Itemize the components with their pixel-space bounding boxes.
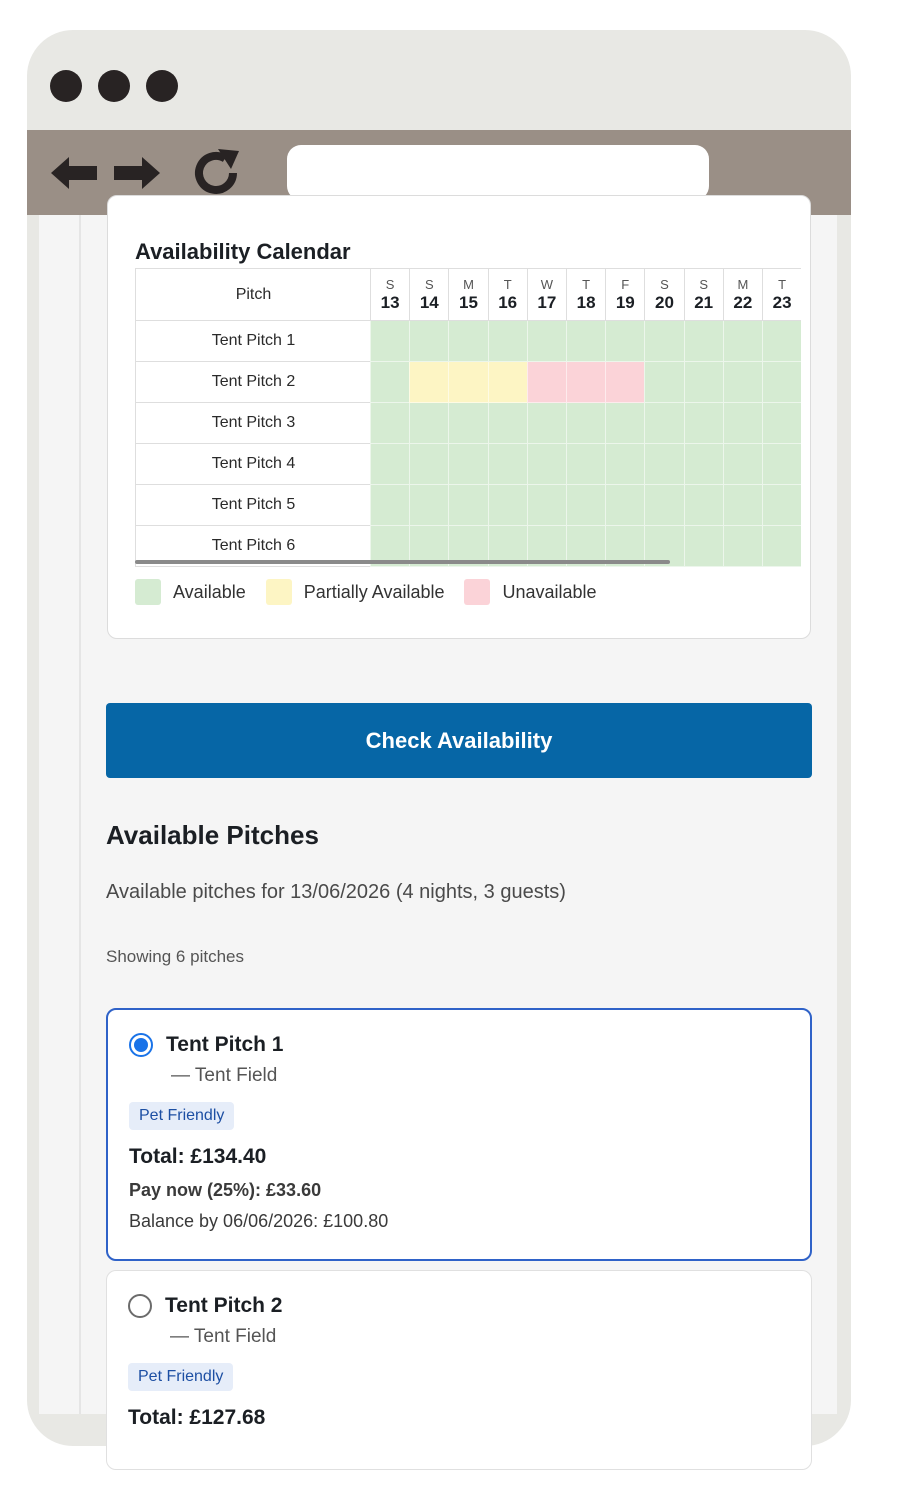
- pet-friendly-badge: Pet Friendly: [129, 1102, 234, 1130]
- calendar-cell-available[interactable]: [370, 485, 409, 526]
- calendar-cell-available[interactable]: [605, 444, 644, 485]
- calendar-cell-available[interactable]: [488, 444, 527, 485]
- day-letter: S: [699, 277, 709, 292]
- calendar-cell-partial[interactable]: [409, 362, 448, 403]
- window-controls: [50, 70, 178, 102]
- calendar-cell-available[interactable]: [644, 321, 683, 362]
- calendar-days-scroll[interactable]: [370, 268, 792, 564]
- page-divider: [79, 215, 81, 1414]
- maximize-dot-icon[interactable]: [146, 70, 178, 102]
- calendar-cell-available[interactable]: [762, 485, 801, 526]
- pitch-pay-now: Pay now (25%): £33.60: [129, 1180, 322, 1200]
- calendar-day-header: [762, 268, 801, 321]
- calendar-scrollbar[interactable]: [135, 560, 670, 564]
- legend-partial: [266, 579, 445, 605]
- pet-friendly-badge: Pet Friendly: [128, 1363, 233, 1391]
- day-number: 23: [772, 293, 792, 312]
- calendar-cell-available[interactable]: [566, 321, 605, 362]
- calendar-cell-available[interactable]: [370, 403, 409, 444]
- day-letter: T: [582, 277, 591, 292]
- calendar-cell-available[interactable]: [448, 321, 487, 362]
- pitch-row-label: Tent Pitch 1: [135, 321, 371, 362]
- calendar-cell-available[interactable]: [723, 444, 762, 485]
- calendar-day-header: [409, 268, 448, 321]
- calendar-cell-available[interactable]: [409, 485, 448, 526]
- calendar-cell-available[interactable]: [723, 403, 762, 444]
- calendar-cell-available[interactable]: [762, 321, 801, 362]
- calendar-cell-available[interactable]: [448, 403, 487, 444]
- pitch-radio[interactable]: [128, 1294, 152, 1318]
- day-number: 18: [576, 293, 596, 312]
- unavailable-swatch: [464, 579, 490, 605]
- calendar-cell-partial[interactable]: [448, 362, 487, 403]
- calendar-cell-available[interactable]: [605, 321, 644, 362]
- calendar-cell-available[interactable]: [684, 403, 723, 444]
- pitch-option-card[interactable]: [106, 1270, 812, 1470]
- calendar-cell-available[interactable]: [448, 485, 487, 526]
- pitch-count: Showing 6 pitches: [106, 947, 244, 966]
- calendar-cell-available[interactable]: [684, 485, 723, 526]
- calendar-cell-available[interactable]: [527, 403, 566, 444]
- calendar-day-header: [684, 268, 723, 321]
- pitch-row-label: Tent Pitch 5: [135, 485, 371, 526]
- day-letter: T: [503, 277, 512, 292]
- day-letter: W: [540, 277, 554, 292]
- availability-calendar-card: [107, 195, 811, 639]
- calendar-cell-available[interactable]: [644, 485, 683, 526]
- day-letter: S: [660, 277, 669, 292]
- pitch-zone: — Tent Field: [171, 1065, 278, 1086]
- legend-unavailable-label: Unavailable: [502, 581, 597, 602]
- calendar-cell-available[interactable]: [762, 403, 801, 444]
- day-letter: M: [463, 277, 474, 292]
- check-availability-button[interactable]: Check Availability: [106, 703, 812, 778]
- calendar-title: Availability Calendar: [135, 239, 351, 264]
- calendar-day-header: [605, 268, 644, 321]
- calendar-day-header: [644, 268, 683, 321]
- calendar-cell-unavailable[interactable]: [527, 362, 566, 403]
- calendar-cell-available[interactable]: [370, 321, 409, 362]
- calendar-cell-available[interactable]: [644, 444, 683, 485]
- pitch-row-label: Tent Pitch 4: [135, 444, 371, 485]
- calendar-day-header: [488, 268, 527, 321]
- day-letter: T: [778, 277, 787, 292]
- calendar-cell-available[interactable]: [409, 444, 448, 485]
- calendar-cell-available[interactable]: [723, 362, 762, 403]
- pitch-name: Tent Pitch 2: [165, 1294, 283, 1317]
- calendar-cell-available[interactable]: [644, 362, 683, 403]
- calendar-cell-available[interactable]: [488, 321, 527, 362]
- browser-window: [27, 30, 851, 1446]
- available-pitches-title: Available Pitches: [106, 820, 319, 850]
- day-number: 19: [615, 293, 635, 312]
- calendar-day-header: [370, 268, 409, 321]
- calendar-cell-available[interactable]: [684, 526, 723, 567]
- day-letter: S: [424, 277, 434, 292]
- back-arrow-icon[interactable]: [49, 130, 99, 215]
- calendar-grid: [135, 268, 792, 564]
- pitch-total: Total: £127.68: [128, 1406, 266, 1429]
- calendar-cell-available[interactable]: [409, 321, 448, 362]
- day-number: 20: [655, 293, 674, 312]
- day-number: 16: [498, 293, 518, 312]
- day-number: 21: [694, 293, 714, 312]
- calendar-cell-available[interactable]: [566, 403, 605, 444]
- pitch-zone: — Tent Field: [170, 1326, 277, 1347]
- pitch-row-label: Tent Pitch 3: [135, 403, 371, 444]
- day-number: 15: [459, 293, 478, 312]
- calendar-cell-available[interactable]: [409, 403, 448, 444]
- pitch-name: Tent Pitch 1: [166, 1033, 284, 1056]
- calendar-cell-available[interactable]: [370, 444, 409, 485]
- calendar-cell-available[interactable]: [370, 362, 409, 403]
- close-dot-icon[interactable]: [50, 70, 82, 102]
- calendar-cell-available[interactable]: [723, 485, 762, 526]
- day-number: 22: [733, 293, 753, 312]
- calendar-cell-unavailable[interactable]: [566, 362, 605, 403]
- calendar-cell-available[interactable]: [566, 485, 605, 526]
- calendar-day-header: [723, 268, 762, 321]
- address-bar[interactable]: [287, 145, 709, 200]
- day-letter: F: [621, 277, 630, 292]
- legend-partial-label: Partially Available: [303, 581, 445, 602]
- calendar-cell-available[interactable]: [605, 403, 644, 444]
- calendar-cell-available[interactable]: [605, 485, 644, 526]
- calendar-cell-available[interactable]: [527, 321, 566, 362]
- day-number: 13: [380, 293, 400, 312]
- calendar-cell-available[interactable]: [762, 526, 801, 567]
- calendar-day-header: [566, 268, 605, 321]
- calendar-cell-available[interactable]: [684, 321, 723, 362]
- day-number: 17: [537, 293, 557, 312]
- pitch-radio-selected[interactable]: [129, 1033, 153, 1057]
- partial-swatch: [266, 579, 292, 605]
- pitch-option-card[interactable]: [106, 1008, 812, 1261]
- calendar-legend: [135, 579, 617, 605]
- minimize-dot-icon[interactable]: [98, 70, 130, 102]
- legend-available-label: Available: [173, 581, 246, 602]
- calendar-cell-available[interactable]: [762, 362, 801, 403]
- page-viewport: [39, 215, 837, 1429]
- calendar-cell-available[interactable]: [762, 444, 801, 485]
- calendar-cell-available[interactable]: [684, 444, 723, 485]
- day-number: 14: [419, 293, 439, 312]
- pitch-row-label: Tent Pitch 6: [135, 526, 371, 567]
- available-swatch: [135, 579, 161, 605]
- calendar-cell-available[interactable]: [684, 362, 723, 403]
- calendar-cell-available[interactable]: [488, 485, 527, 526]
- pitch-column: [135, 268, 371, 567]
- day-letter: M: [737, 277, 749, 292]
- calendar-cell-available[interactable]: [527, 485, 566, 526]
- calendar-cell-available[interactable]: [644, 403, 683, 444]
- legend-unavailable: [464, 579, 596, 605]
- calendar-cell-available[interactable]: [488, 403, 527, 444]
- calendar-day-header: [527, 268, 566, 321]
- available-pitches-subtitle: Available pitches for 13/06/2026 (4 nights, 3 guests): [106, 881, 566, 903]
- pitch-total: Total: £134.40: [129, 1145, 267, 1168]
- calendar-cell-available[interactable]: [527, 444, 566, 485]
- calendar-day-header: [448, 268, 487, 321]
- pitch-balance: Balance by 06/06/2026: £100.80: [129, 1211, 389, 1231]
- calendar-cell-available[interactable]: [723, 526, 762, 567]
- calendar-cell-available[interactable]: [723, 321, 762, 362]
- calendar-cell-partial[interactable]: [488, 362, 527, 403]
- pitch-column-header: Pitch: [135, 268, 371, 321]
- calendar-cell-available[interactable]: [448, 444, 487, 485]
- legend-available: [135, 579, 246, 605]
- calendar-cell-unavailable[interactable]: [605, 362, 644, 403]
- pitch-row-label: Tent Pitch 2: [135, 362, 371, 403]
- calendar-cell-available[interactable]: [566, 444, 605, 485]
- day-letter: S: [385, 277, 395, 292]
